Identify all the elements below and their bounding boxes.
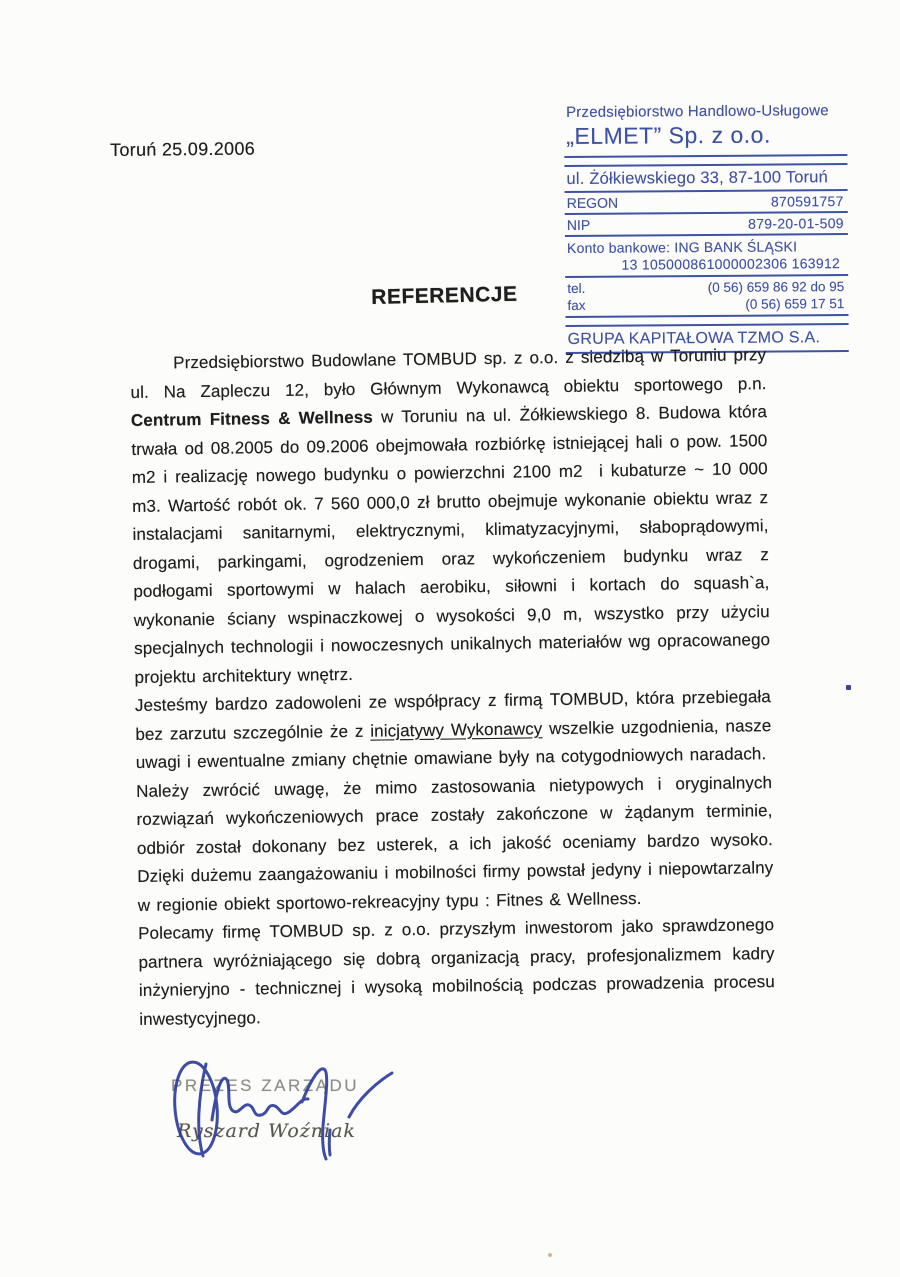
paragraph-text: w Toruniu na ul. Żółkiewskiego 8. Budowa która trwała od 08.2005 do 09.2006 obejmowała rozbiórkę istniejącej hali o pow. 1500 m2 i realizację nowego budynku o powierzchni 2100 m2 i kubaturze ~ 10 000 m3. Wartość robót ok. 7 560 000,0 zł brutto obejmuje wykonanie obiektu wraz z instalacjami sanitarnymi, elektrycznymi, klimatyzacyjnymi, słaboprądowymi, drogami, parkingami, ogrodzeniem oraz wykończeniem budynku wraz z podłogami sportowymi w halach aerobiku, siłowni i kortach do squash`a, wykonanie ściany wspinaczkowej o wysokości 9,0 m, wszystko przy użyciu specjalnych technologii i nowoczesnych unikalnych materiałów wg opracowanego projektu architektury wnętrz.: [131, 402, 771, 687]
letter-title: REFERENCJE: [371, 282, 518, 309]
stamp-address: ul. Żółkiewskiego 33, 87-100 Toruń: [566, 168, 829, 188]
paragraph-text: wszelkie uzgodnienia, nasze uwagi i ewentualne zmiany chętnie omawiane były na cotygodniowych naradach.: [135, 715, 772, 772]
signer-role-stamp: PREZES ZARZĄDU: [171, 1076, 360, 1095]
ink-speck: [846, 685, 851, 690]
stamp-contact-block: [565, 276, 848, 316]
signer-name-stamp: Ryszard Woźniak: [177, 1120, 356, 1142]
nip-label: NIP: [566, 216, 591, 233]
stamp-capital-group: GRUPA KAPITAŁOWA TZMO S.A.: [567, 329, 821, 348]
handwritten-signature: [150, 1040, 410, 1170]
regon-value: 870591757: [770, 193, 844, 210]
stamp-fax-row: [565, 295, 848, 314]
paragraph-4: Polecamy firmę TOMBUD sp. z o.o. przyszłym inwestorom jako sprawdzonego partnera wyróżniającego się dobrą organizacją pracy, profesjonalizmem kadry inżynieryjno - technicznej i wysoką mobilnością podczas prowadzenia procesu inwestycyjnego.: [138, 915, 776, 1029]
stamp-company-type: Przedsiębiorstwo Handlowo-Usługowe: [565, 102, 829, 121]
company-stamp: [564, 102, 849, 354]
paragraph-text-underlined: inicjatywy Wykonawcy: [370, 718, 543, 741]
letter-body: [130, 341, 775, 1034]
stamp-regon-row: [565, 191, 848, 213]
fax-label: fax: [567, 297, 586, 313]
nip-value: 879-20-01-509: [748, 215, 844, 232]
paragraph-text: Przedsiębiorstwo Budowlane TOMBUD sp. z o.o. z siedzibą w Toruniu przy ul. Na Zapleczu 12, było Głównym Wykonawcą obiektu sportowego p.n.: [130, 345, 767, 402]
tel-value: (0 56) 659 86 92 do 95: [707, 279, 845, 296]
stamp-nip-row: [565, 213, 848, 235]
bank-account-number: 13 105000861000002306 163912: [621, 255, 841, 273]
stamp-bank-row: [565, 235, 848, 256]
paragraph-3: Należy zwrócić uwagę, że mimo zastosowania nietypowych i oryginalnych rozwiązań wykończeniowych prace zostały zakończone w żądanym terminie, odbiór został dokonany bez usterek, a ich jakość oceniamy bardzo wysoko. Dzięki dużemu zaangażowaniu i mobilności firmy powstał jedyny i niepowtarzalny w regionie obiekt sportowo-rekreacyjny typu : Fitnes & Wellness.: [136, 772, 774, 915]
paragraph-1: [130, 341, 771, 692]
bank-label: Konto bankowe:: [566, 239, 671, 256]
stamp-tel-row: [565, 278, 848, 297]
regon-label: REGON: [566, 194, 619, 211]
stamp-company-name: „ELMET” Sp. z o.o.: [566, 121, 771, 149]
paper-speck: [548, 1253, 552, 1257]
letter-date: Toruń 25.09.2006: [110, 138, 256, 160]
fax-value: (0 56) 659 17 51: [745, 296, 845, 312]
paragraph-2: [135, 683, 772, 777]
paragraph-text-bold: Centrum Fitness & Wellness: [130, 407, 374, 430]
bank-name: ING BANK ŚLĄSKI: [674, 238, 798, 256]
paragraph-text: Jesteśmy bardzo zadowoleni ze współpracy z firmą TOMBUD, która przebiegała bez zarzutu szczególnie że z: [134, 687, 772, 744]
tel-label: tel.: [567, 280, 586, 296]
